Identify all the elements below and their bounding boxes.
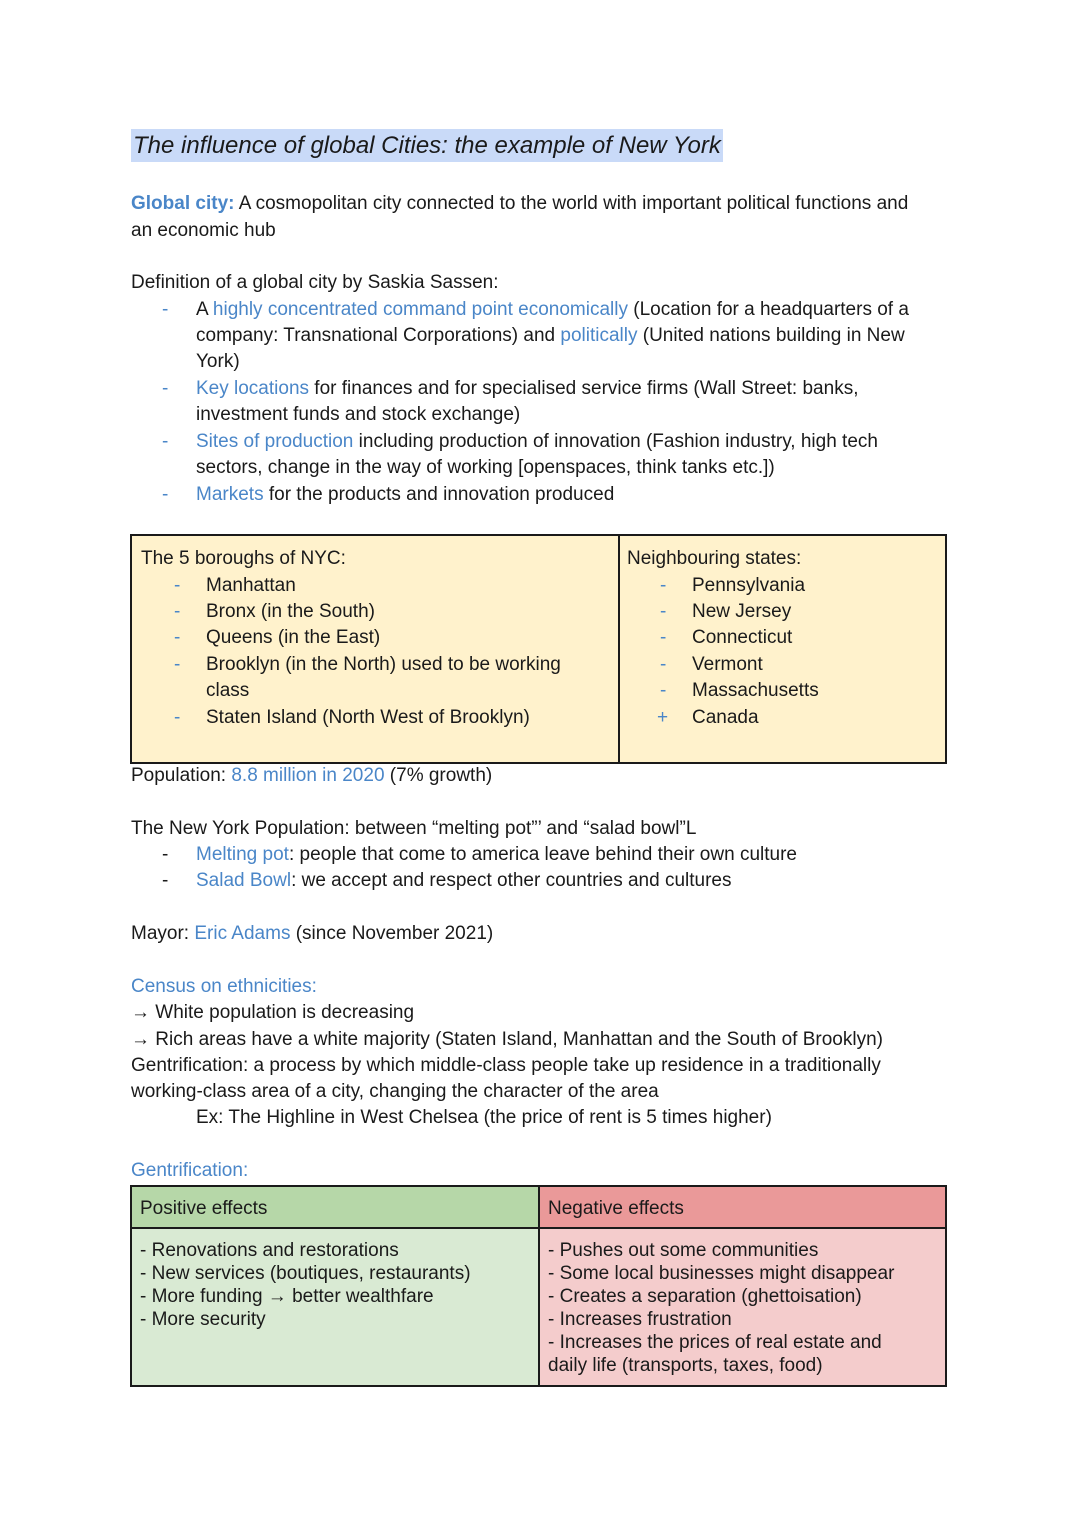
- list-dash: -: [162, 484, 169, 505]
- list-dash: -: [162, 431, 169, 452]
- list-item-text: company: Transnational Corporations) and: [196, 325, 561, 346]
- borough-item-cont: class: [206, 680, 250, 701]
- borough-item: Bronx (in the South): [206, 601, 375, 622]
- positive-item: - Renovations and restorations: [140, 1240, 399, 1261]
- list-item: [196, 376, 858, 402]
- negative-item: - Increases the prices of real estate and: [548, 1332, 882, 1353]
- list-item-text: for finances and for specialised service firms (Wall Street: banks,: [309, 378, 859, 399]
- list-dash: -: [162, 844, 169, 865]
- list-item-text: (United nations building in New: [637, 325, 905, 346]
- mayor-label: Mayor:: [131, 923, 195, 944]
- list-dash: -: [174, 707, 181, 728]
- list-item-text: including production of innovation (Fashion industry, high tech: [353, 431, 878, 452]
- positive-body-cell: [132, 1229, 540, 1385]
- negative-item: - Pushes out some communities: [548, 1240, 819, 1261]
- list-item-text: (Location for a headquarters of a: [627, 299, 909, 320]
- census-heading: Census on ethnicities:: [131, 976, 317, 997]
- list-item-cont: investment funds and stock exchange): [196, 404, 521, 425]
- list-dash: -: [162, 378, 169, 399]
- melting-item: [196, 842, 797, 868]
- list-item-keyword: politically: [560, 325, 638, 346]
- negative-item: - Some local businesses might disappear: [548, 1263, 895, 1284]
- borough-item: Manhattan: [206, 575, 296, 596]
- list-item: [196, 482, 614, 508]
- list-item-text: A: [196, 299, 213, 320]
- table-divider: [618, 536, 620, 762]
- global-city-text: A cosmopolitan city connected to the world with important political functions and: [234, 193, 909, 214]
- page-title: The influence of global Cities: the example of New York: [131, 129, 723, 162]
- list-item-keyword: Markets: [196, 484, 264, 505]
- population-value: 8.8 million in 2020: [231, 765, 385, 786]
- list-dash: -: [174, 575, 181, 596]
- borough-item: Brooklyn (in the North) used to be working: [206, 654, 561, 675]
- positive-item: - More funding → better wealthfare: [140, 1286, 434, 1307]
- positive-header: Positive effects: [140, 1198, 268, 1219]
- list-dash: -: [660, 575, 667, 596]
- negative-header-cell: [540, 1187, 945, 1229]
- gentrification-example: Ex: The Highline in West Chelsea (the price of rent is 5 times higher): [196, 1107, 772, 1128]
- state-item: New Jersey: [692, 601, 792, 622]
- salad-bowl-term: Salad Bowl: [196, 870, 292, 891]
- negative-body-cell: [540, 1229, 945, 1385]
- list-dash: -: [174, 654, 181, 675]
- gentrification-definition: Gentrification: a process by which middle-class people take up residence in a traditionally: [131, 1055, 881, 1076]
- list-item: [196, 429, 878, 455]
- list-item-keyword: highly concentrated command point economically: [212, 299, 628, 320]
- salad-bowl-text: : we accept and respect other countries and cultures: [291, 870, 732, 891]
- gentrification-table: [130, 1185, 947, 1387]
- list-dash: -: [174, 627, 181, 648]
- boroughs-heading: The 5 boroughs of NYC:: [141, 548, 346, 569]
- population-growth: (7% growth): [384, 765, 493, 786]
- positive-item: - New services (boutiques, restaurants): [140, 1263, 471, 1284]
- state-item: Pennsylvania: [692, 575, 806, 596]
- list-dash: -: [660, 627, 667, 648]
- gentrification-definition-cont: working-class area of a city, changing the character of the area: [131, 1081, 659, 1102]
- global-city-definition: [131, 191, 908, 217]
- mayor-since: (since November 2021): [290, 923, 494, 944]
- state-item: Massachusetts: [692, 680, 819, 701]
- list-item-cont: sectors, change in the way of working [openspaces, think tanks etc.]): [196, 457, 775, 478]
- list-item-text: for the products and innovation produced: [263, 484, 615, 505]
- list-dash: -: [660, 654, 667, 675]
- population-label: Population:: [131, 765, 232, 786]
- mayor-line: [131, 921, 493, 947]
- list-dash: -: [162, 299, 169, 320]
- state-item: Canada: [692, 707, 759, 728]
- boroughs-table: [130, 534, 947, 764]
- list-dash: -: [660, 601, 667, 622]
- melting-heading: The New York Population: between “melting pot”’ and “salad bowl”L: [131, 818, 697, 839]
- positive-item: - More security: [140, 1309, 266, 1330]
- census-line: → Rich areas have a white majority (Staten Island, Manhattan and the South of Brooklyn): [131, 1029, 883, 1050]
- state-item: Connecticut: [692, 627, 793, 648]
- salad-item: [196, 868, 731, 894]
- negative-item-cont: daily life (transports, taxes, food): [548, 1355, 823, 1376]
- list-item-cont: York): [196, 351, 240, 372]
- global-city-definition-cont: an economic hub: [131, 220, 276, 241]
- list-dash: -: [162, 870, 169, 891]
- list-item-keyword: Sites of production: [196, 431, 354, 452]
- state-item: Vermont: [692, 654, 763, 675]
- mayor-name: Eric Adams: [194, 923, 291, 944]
- population-line: [131, 763, 492, 789]
- list-item-keyword: Key locations: [196, 378, 310, 399]
- negative-item: - Creates a separation (ghettoisation): [548, 1286, 862, 1307]
- neighbours-heading: Neighbouring states:: [627, 548, 802, 569]
- list-dash: -: [660, 680, 667, 701]
- list-item: [196, 297, 909, 323]
- borough-item: Queens (in the East): [206, 627, 381, 648]
- sassen-heading: Definition of a global city by Saskia Sassen:: [131, 272, 499, 293]
- list-dash: -: [174, 601, 181, 622]
- plus-bullet: +: [657, 707, 669, 728]
- melting-pot-term: Melting pot: [196, 844, 289, 865]
- global-city-term: Global city:: [131, 193, 235, 214]
- negative-item: - Increases frustration: [548, 1309, 732, 1330]
- positive-header-cell: [132, 1187, 540, 1229]
- borough-item: Staten Island (North West of Brooklyn): [206, 707, 530, 728]
- gentrification-heading: Gentrification:: [131, 1160, 249, 1181]
- negative-header: Negative effects: [548, 1198, 684, 1219]
- list-item-cont: [196, 323, 905, 349]
- census-line: → White population is decreasing: [131, 1002, 415, 1023]
- melting-pot-text: : people that come to america leave behind their own culture: [288, 844, 797, 865]
